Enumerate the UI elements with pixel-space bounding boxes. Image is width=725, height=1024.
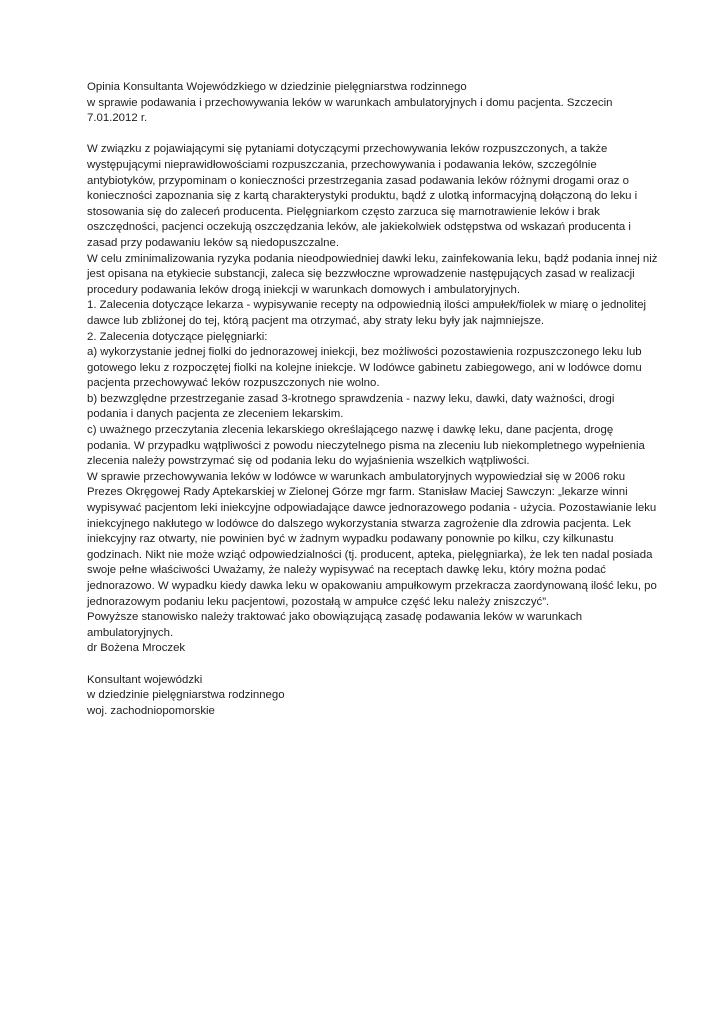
body-line: iniekcyjnego nakłutego w lodówce do dalszego wykorzystania stwarza zagrożenie dla zdrowia pacjenta. Lek <box>87 517 631 530</box>
body-line: swoje pełne właściwości Uważamy, że należy wypisywać na receptach dawkę leku, który można podać <box>87 564 606 577</box>
body-line: dawce lub zbliżonej do tej, którą pacjent ma otrzymać, aby straty leku były jak najmniejsze. <box>87 314 545 327</box>
body-line: godzinach. Nikt nie może wziąć odpowiedzialności (tj. producent, apteka, pielęgniarka), że lek ten nadal posiada <box>87 548 653 561</box>
body-line: a) wykorzystanie jednej fiolki do jednorazowej iniekcji, bez możliwości pozostawienia rozpuszczonego leku lub <box>87 346 642 359</box>
signature-line: dr Bożena Mroczek <box>87 642 186 655</box>
document-page <box>87 80 658 719</box>
body-line: jednorazowym podaniu leku pacjentowi, pozostałą w ampułce część leku należy zniszczyć”. <box>87 595 550 608</box>
document-header <box>87 80 647 127</box>
body-line: zasad przy podawaniu leków są niedopuszczalne. <box>87 236 340 249</box>
body-line: występującymi nieprawidłowościami rozpuszczania, przechowywania i podawania leków, szczególnie <box>87 158 597 171</box>
body-line: gotowego leku z rozpoczętej fiolki na kolejne iniekcje. W lodówce gabinetu zabiegowego, ani w lodówce domu <box>87 361 642 374</box>
body-line: pacjenta przechowywać leków rozpuszczonych nie wolno. <box>87 377 380 390</box>
body-line: W związku z pojawiającymi się pytaniami dotyczącymi przechowywania leków rozpuszczonych, a także <box>87 143 608 156</box>
paragraph-gap <box>87 127 647 143</box>
footer-line: woj. zachodniopomorskie <box>87 704 215 717</box>
body-line: antybiotyków, przypominam o konieczności przestrzegania zasad podawania leków różnymi drogami oraz o <box>87 174 629 187</box>
body-line: wypisywać pacjentom leki iniekcyjne odpowiadające dawce jednorazowego podania - użycia. Pozostawianie leku <box>87 502 657 515</box>
header-line: Opinia Konsultanta Wojewódzkiego w dziedzinie pielęgniarstwa rodzinnego <box>87 81 467 93</box>
document-body <box>87 142 658 657</box>
body-line: 1. Zalecenia dotyczące lekarza - wypisywanie recepty na odpowiednią ilości ampułek/fiolek w miarę o jednolitej <box>87 299 647 312</box>
footer-line: Konsultant wojewódzki <box>87 673 203 686</box>
body-line: b) bezwzględne przestrzeganie zasad 3-krotnego sprawdzenia - nazwy leku, dawki, daty ważności, drogi <box>87 392 615 405</box>
body-line: jednorazowo. W wypadku kiedy dawka leku w opakowaniu ampułkowym przekracza zaordynowaną ilość leku, po <box>87 580 657 592</box>
body-line: oszczędności, pacjenci oczekują oszczędzania leków, ale jakiekolwiek odstępstwa od wskazań producenta i <box>87 221 631 234</box>
body-line: konieczności zapoznania się z kartą charakterystyki produktu, bądź z ulotką informacyjną dołączoną do leku i <box>87 190 638 203</box>
body-line: zlecenia należy powstrzymać się od podania leku do wyjaśnienia wszelkich wątpliwości. <box>87 455 530 468</box>
body-line: Prezes Okręgowej Rady Aptekarskiej w Zielonej Górze mgr farm. Stanisław Maciej Sawczyn: „lekarze winni <box>87 486 628 499</box>
body-line: podania i danych pacjenta ze zleceniem lekarskim. <box>87 408 344 421</box>
body-line: c) uważnego przeczytania zlecenia lekarskiego określającego nazwę i dawkę leku, dane pacjenta, drogę <box>87 424 614 437</box>
body-line: podania. W przypadku wątpliwości z powodu nieczytelnego pisma na zleceniu lub niekompletnego wypełnienia <box>87 439 645 452</box>
body-line: Powyższe stanowisko należy traktować jako obowiązującą zasadę podawania leków w warunkach <box>87 611 583 624</box>
document-footer <box>87 673 647 720</box>
header-line: 7.01.2012 r. <box>87 112 148 125</box>
body-line: W sprawie przechowywania leków w lodówce w warunkach ambulatoryjnych wypowiedział się w 2006 roku <box>87 470 626 483</box>
header-line: w sprawie podawania i przechowywania leków w warunkach ambulatoryjnych i domu pacjenta. Szczecin <box>87 96 613 109</box>
body-line: procedury podawania leków drogą iniekcji w warunkach domowych i ambulatoryjnych. <box>87 283 521 296</box>
body-line: stosowania się do zaleceń producenta. Pielęgniarkom często zarzuca się marnotrawienie leków i brak <box>87 205 600 218</box>
body-line: ambulatoryjnych. <box>87 626 174 639</box>
body-line: jest opisana na etykiecie substancji, zaleca się bezzwłoczne wprowadzenie następujących zasad w realizacji <box>87 268 635 281</box>
footer-line: w dziedzinie pielęgniarstwa rodzinnego <box>87 689 285 702</box>
body-line: W celu zminimalizowania ryzyka podania nieodpowiedniej dawki leku, zainfekowania leku, bądź podania innej niż <box>87 252 658 265</box>
body-line: iniekcyjny raz otwarty, nie powinien być w żadnym wypadku podawany ponownie po kilku, czy kilkunastu <box>87 533 614 546</box>
paragraph-gap <box>87 657 647 673</box>
body-line: 2. Zalecenia dotyczące pielęgniarki: <box>87 330 268 343</box>
